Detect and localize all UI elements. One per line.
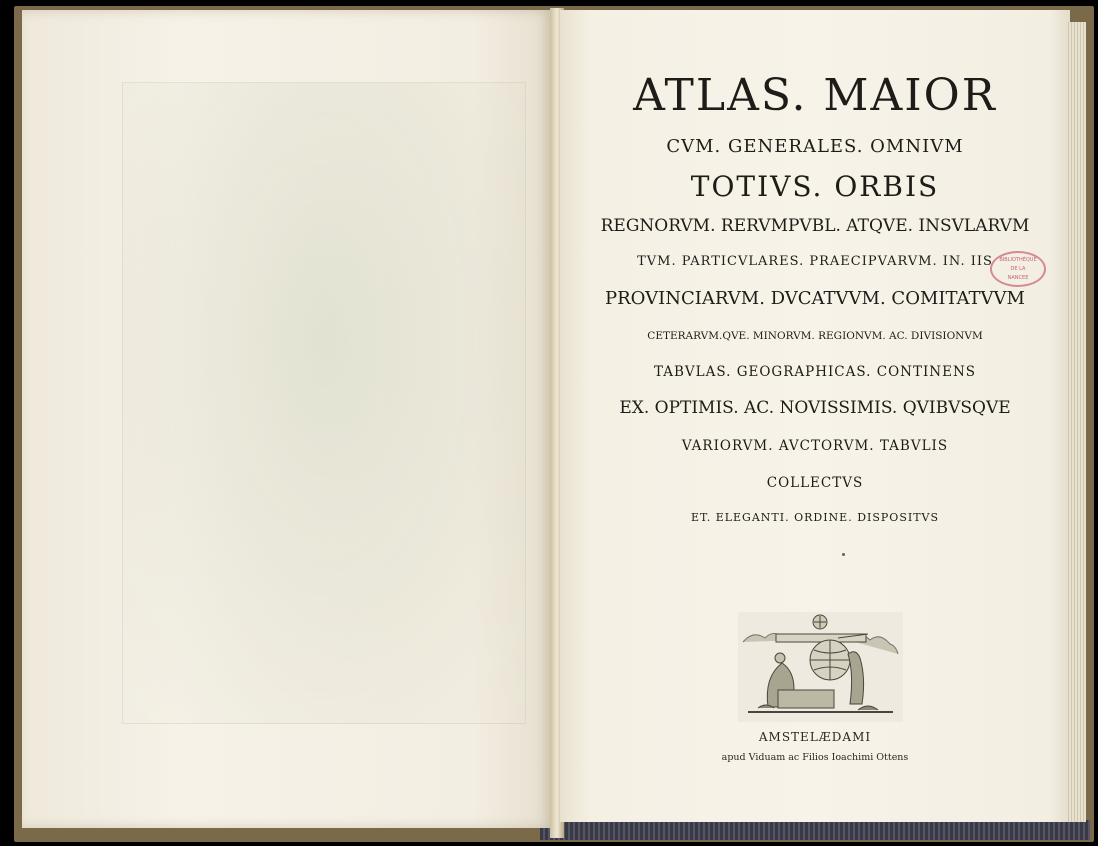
stamp-line-2: DE LA (1010, 266, 1026, 272)
printer-vignette (738, 612, 903, 722)
library-stamp (990, 251, 1046, 287)
title-line-1: ATLAS. MAIOR (633, 70, 997, 121)
show-through-engraving (122, 82, 526, 724)
stamp-line-1: BIBLIOTHÈQUE (999, 257, 1037, 263)
title-line-5: TVM. PARTICVLARES. PRAECIPVARVM. IN. IIS (637, 254, 993, 269)
left-page (22, 10, 552, 828)
title-line-9: EX. OPTIMIS. AC. NOVISSIMIS. QVIBVSQVE (619, 398, 1011, 418)
title-line-6: PROVINCIARVM. DVCATVVM. COMITATVVM (605, 288, 1025, 309)
title-line-12: ET. ELEGANTI. ORDINE. DISPOSITVS (690, 511, 940, 524)
title-line-2: CVM. GENERALES. OMNIVM (666, 136, 964, 157)
imprint-publisher: apud Viduam ac Filios Ioachimi Ottens (721, 752, 909, 763)
page-edges (1068, 22, 1086, 822)
title-line-7: CETERARVM.QVE. MINORVM. REGIONVM. AC. DIVISIONVM (647, 330, 983, 342)
stamp-line-3: NANCEE (1007, 275, 1029, 281)
imprint-place: AMSTELÆDAMI (758, 730, 872, 744)
title-line-8: TABVLAS. GEOGRAPHICAS. CONTINENS (653, 364, 977, 380)
title-line-3: TOTIVS. ORBIS (690, 170, 940, 203)
title-line-4: REGNORVM. RERVMPVBL. ATQVE. INSVLARVM (600, 216, 1030, 236)
binding-cloth (540, 820, 1090, 840)
ink-speck (842, 553, 845, 556)
title-line-11: COLLECTVS (766, 475, 864, 491)
title-line-10: VARIORVM. AVCTORVM. TABVLIS (681, 438, 949, 454)
